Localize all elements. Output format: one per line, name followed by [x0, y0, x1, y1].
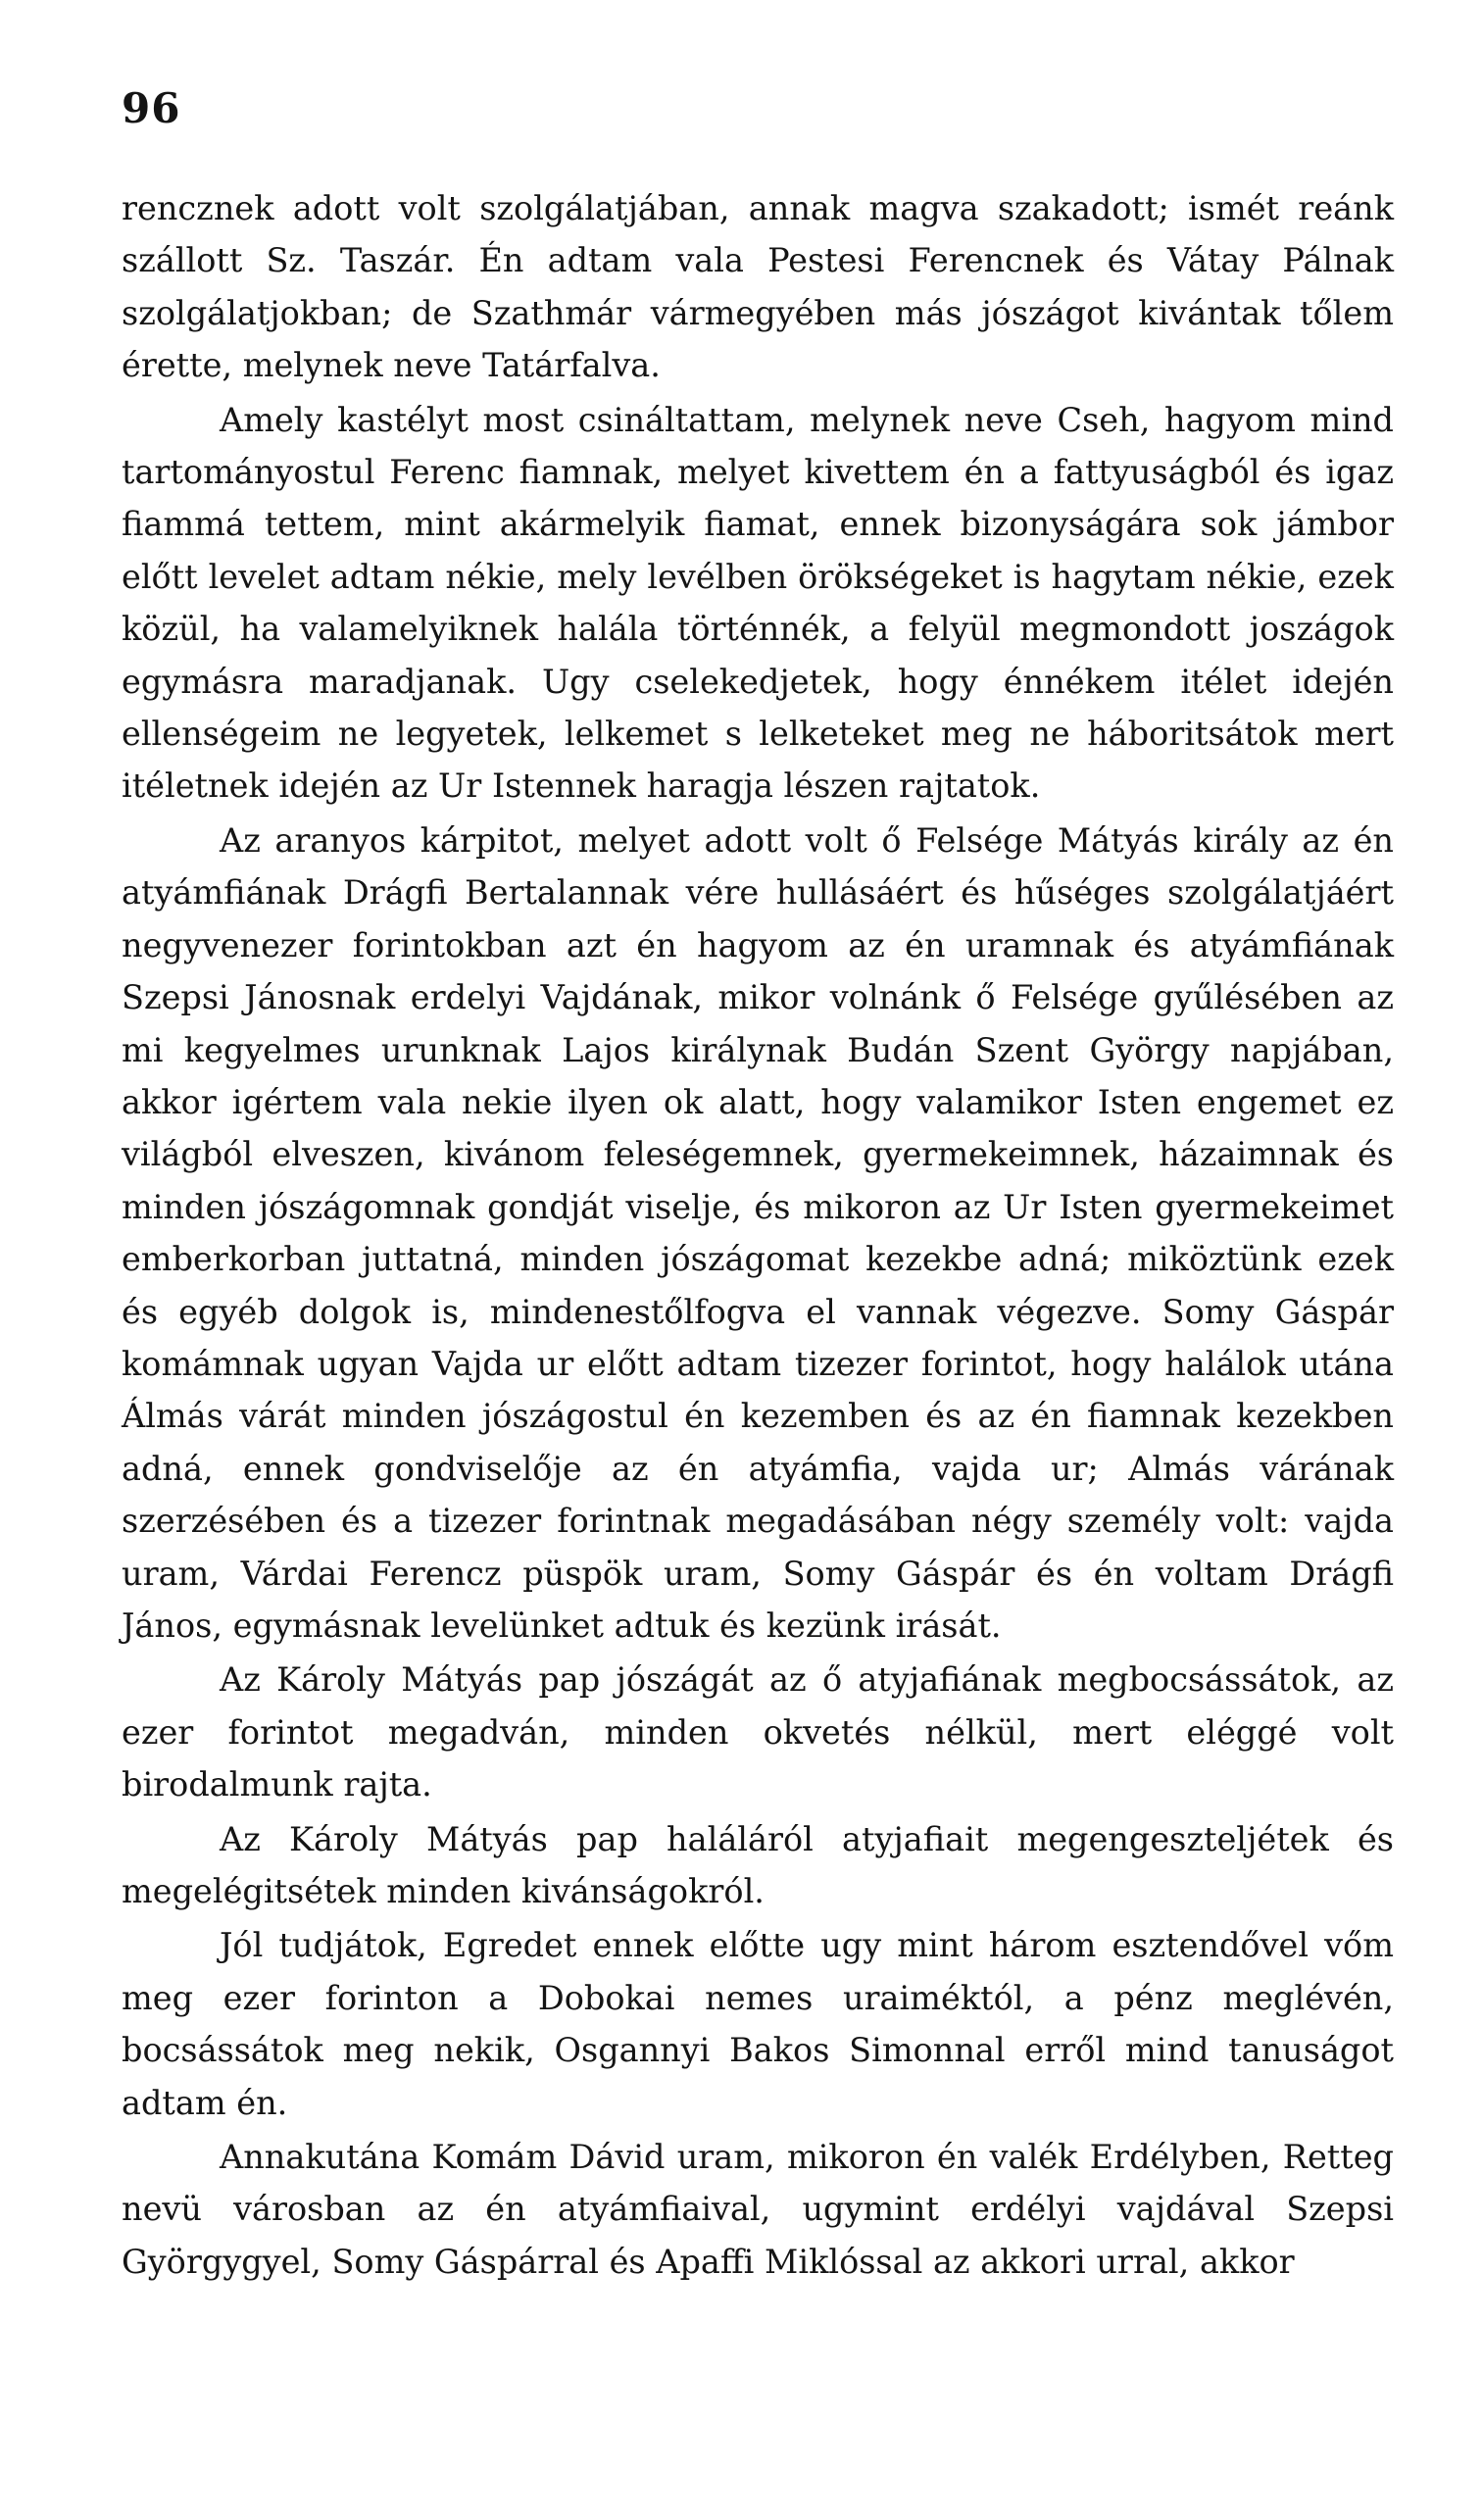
body-text: [122, 182, 1394, 2290]
paragraph-4: Az Károly Mátyás pap jószágát az ő atyjafiának megbocsássátok, az ezer forintot megadván, minden okvetés nélkül, mert eléggé volt birodalmunk rajta.: [122, 1660, 1394, 1804]
paragraph-1: rencznek adott volt szolgálatjában, annak magva szakadott; ismét reánk szállott Sz. Taszár. Én adtam vala Pestesi Ferencnek és Vátay Pálnak szolgálatjokban; de Szathmár vármegyében más jószágot kivántak tőlem érette, melynek neve Tatárfalva.: [122, 189, 1394, 385]
paragraph-3: Az aranyos kárpitot, melyet adott volt ő Felsége Mátyás király az én atyámfiának Drágfi Bertalannak vére hullásáért és hűséges szolgálatjáért negyvenezer forintokban azt én hagyom az én uramnak és atyámfiának Szepsi Jánosnak erdelyi Vajdának, mikor volnánk ő Felsége gyűlésében az mi kegyelmes urunknak Lajos királynak Budán Szent György napjában, akkor igértem vala nekie ilyen ok alatt, hogy valamikor Isten engemet ez világból elveszen, kivánom feleségemnek, gyermekeimnek, házaimnak és minden jószágomnak gondját viselje, és mikoron az Ur Isten gyermekeimet emberkorban juttatná, minden jószágomat kezekbe adná; miköztünk ezek és egyéb dolgok is, mindenestőlfogva el vannak végezve. Somy Gáspár komámnak ugyan Vajda ur előtt adtam tizezer forintot, hogy halálok utána Álmás várát minden jószágostul én kezemben és az én fiamnak kezekben adná, ennek gondviselője az én atyámfia, vajda ur; Almás várának szerzésében és a tizezer forintnak megadásában négy személy volt: vajda uram, Várdai Ferencz püspök uram, Somy Gáspár és én voltam Drágfi János, egymásnak levelünket adtuk és kezünk irását.: [122, 820, 1394, 1645]
paragraph-7: Annakutána Komám Dávid uram, mikoron én valék Erdélyben, Retteg nevü városban az én atyámfiaival, ugymint erdélyi vajdával Szepsi Györgygyel, Somy Gáspárral és Apaffi Miklóssal az akkori urral, akkor: [122, 2138, 1394, 2281]
paragraph-6: Jól tudjátok, Egredet ennek előtte ugy mint három esztendővel vőm meg ezer forinton a Dobokai nemes uraiméktól, a pénz meglévén, bocsássátok meg nekik, Osgannyi Bakos Simonnal erről mind tanuságot adtam én.: [122, 1926, 1394, 2122]
paragraph-2: Amely kastélyt most csináltattam, melynek neve Cseh, hagyom mind tartományostul Ferenc fiamnak, melyet kivettem én a fattyuságból és igaz fiammá tettem, mint akármelyik fiamat, ennek bizonyságára sok jámbor előtt levelet adtam nékie, mely levélben örökségeket is hagytam nékie, ezek közül, ha valamelyiknek halála történnék, a felyül megmondott joszágok egymásra maradjanak. Ugy cselekedjetek, hogy énnékem itélet idején ellenségeim ne legyetek, lelkemet s lelketeket meg ne háboritsátok mert itéletnek idején az Ur Istennek haragja lészen rajtatok.: [122, 400, 1394, 806]
page-number: 96: [122, 84, 181, 132]
paragraph-5: Az Károly Mátyás pap haláláról atyjafiait megengeszteljétek és megelégitsétek minden kivánságokról.: [122, 1819, 1394, 1910]
